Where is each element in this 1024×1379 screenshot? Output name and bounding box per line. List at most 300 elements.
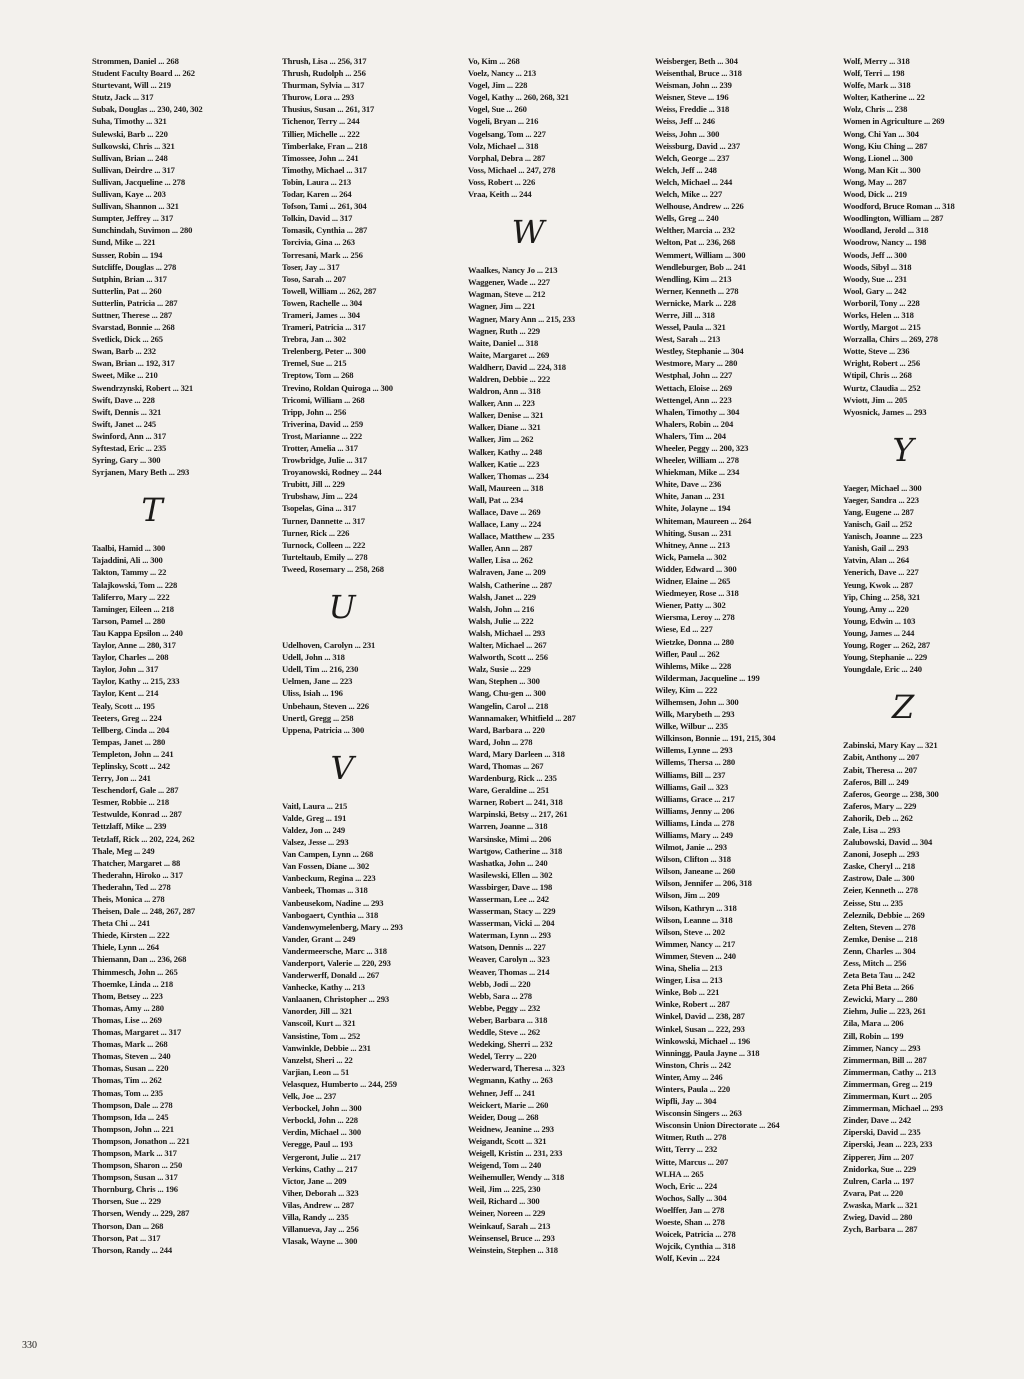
index-entry: Wasserman, Stacy ... 229: [468, 906, 556, 917]
index-entry: Webb, Jodi ... 220: [468, 978, 531, 989]
index-entry: Wolfe, Mark ... 318: [843, 80, 911, 91]
index-entry: Yenerich, Dave ... 227: [843, 567, 919, 578]
index-entry: Wolter, Katherine ... 22: [843, 92, 925, 103]
index-entry: Williams, Gail ... 323: [655, 781, 729, 792]
index-entry: Theis, Monica ... 278: [92, 894, 165, 904]
index-entry: Waldron, Ann ... 318: [468, 386, 541, 397]
index-entry: Sund, Mike ... 221: [92, 237, 156, 248]
index-entry: Zabit, Theresa ... 207: [843, 764, 917, 775]
index-entry: Wiese, Ed ... 227: [655, 624, 713, 635]
index-entry: Torcivia, Gina ... 263: [282, 237, 355, 248]
index-entry: Teeters, Greg ... 224: [92, 712, 162, 723]
index-entry: Waterman, Lynn ... 293: [468, 930, 551, 941]
index-column-1: [92, 55, 272, 1256]
index-entry: Wihlems, Mike ... 228: [655, 660, 732, 671]
index-entry: Syrjanen, Mary Beth ... 293: [92, 467, 190, 478]
index-entry: Wilderman, Jacqueline ... 199: [655, 672, 760, 683]
index-entry: Zeleznik, Debbie ... 269: [843, 909, 925, 920]
index-entry: Walsh, John ... 216: [468, 603, 535, 614]
index-entry: Wilson, Janeane ... 260: [655, 866, 736, 877]
index-entry: Trelenberg, Peter ... 300: [282, 346, 366, 357]
index-entry: Zwaska, Mark ... 321: [843, 1199, 918, 1210]
index-entry: Winke, Bob ... 221: [655, 987, 720, 998]
index-entry: Weinkauf, Sarah ... 213: [468, 1220, 551, 1231]
index-entry: Velasquez, Humberto ... 244, 259: [282, 1078, 397, 1089]
index-entry: Sullivan, Jacqueline ... 278: [92, 176, 185, 187]
index-entry: Verbockl, John ... 228: [282, 1115, 358, 1126]
index-entry: Uelmen, Jane ... 223: [282, 676, 353, 687]
index-entry: Wolf, Merry ... 318: [843, 56, 910, 66]
index-entry: Templeton, John ... 241: [92, 748, 174, 759]
index-entry: Woody, Sue ... 231: [843, 273, 907, 284]
index-entry: Whalen, Timothy ... 304: [655, 406, 740, 417]
index-entry: Weaver, Thomas ... 214: [468, 966, 550, 977]
index-entry: Waldherr, David ... 224, 318: [468, 361, 566, 372]
index-entry: Wasserman, Lee ... 242: [468, 894, 549, 904]
index-entry: Young, James ... 244: [843, 627, 915, 638]
index-entry: Winter, Amy ... 246: [655, 1071, 723, 1082]
index-entry: Westphal, John ... 227: [655, 370, 733, 381]
index-entry: Zill, Robin ... 199: [843, 1030, 904, 1041]
index-entry: Weinstein, Stephen ... 318: [468, 1244, 558, 1255]
index-entry: Wilson, Leanne ... 318: [655, 914, 733, 925]
index-entry: Zahorik, Deb ... 262: [843, 812, 913, 823]
index-entry: Tomasik, Cynthia ... 287: [282, 225, 368, 236]
index-entry: Weisner, Steve ... 196: [655, 92, 729, 103]
index-entry: Valsez, Jesse ... 293: [282, 837, 349, 848]
index-entry: Werre, Jill ... 318: [655, 309, 715, 320]
index-entry: Walker, Ann ... 223: [468, 398, 535, 409]
index-entry: Walsh, Michael ... 293: [468, 627, 546, 638]
index-entry: Vanderwerff, Donald ... 267: [282, 970, 380, 981]
index-entry: Waalkes, Nancy Jo ... 213: [468, 265, 558, 276]
index-entry: Thom, Betsey ... 223: [92, 990, 163, 1001]
index-entry: Thoemke, Linda ... 218: [92, 978, 173, 989]
index-entry: Ward, Mary Darleen ... 318: [468, 748, 565, 759]
index-entry: Wong, Man Kit ... 300: [843, 164, 921, 175]
index-entry: Walker, Jim ... 262: [468, 434, 534, 445]
index-entry: Weinsensel, Bruce ... 293: [468, 1232, 555, 1243]
section-letter: U: [328, 588, 356, 627]
index-entry: Wederward, Theresa ... 323: [468, 1063, 565, 1074]
index-entry: Vraa, Keith ... 244: [468, 189, 532, 200]
index-entry: Zych, Barbara ... 287: [843, 1224, 918, 1235]
index-entry: Thederahn, Hiroko ... 317: [92, 869, 183, 880]
index-entry: Thimmesch, John ... 265: [92, 966, 178, 977]
index-entry: Wurtz, Claudia ... 252: [843, 382, 921, 393]
index-entry: Wallace, Matthew ... 235: [468, 531, 555, 542]
index-entry: Victor, Jane ... 209: [282, 1175, 347, 1186]
index-entry: Weaver, Carolyn ... 323: [468, 954, 550, 965]
index-entry: Waite, Daniel ... 318: [468, 337, 539, 348]
index-entry: Yatvin, Alan ... 264: [843, 555, 910, 566]
index-entry: Treptow, Tom ... 268: [282, 370, 354, 381]
index-entry: Thompson, Dale ... 278: [92, 1099, 173, 1110]
index-entry: Tricomi, William ... 268: [282, 394, 365, 405]
index-entry: Taylor, Kent ... 214: [92, 688, 159, 699]
index-entry: Svetlick, Dick ... 265: [92, 334, 163, 345]
index-entry: Wheeler, Peggy ... 200, 323: [655, 443, 749, 453]
index-entry: Yaeger, Michael ... 300: [843, 482, 922, 493]
index-entry: Wochos, Sally ... 304: [655, 1192, 727, 1203]
index-entry: Trameri, Patricia ... 317: [282, 322, 366, 333]
index-entry: Taylor, Kathy ... 215, 233: [92, 676, 180, 687]
index-entry: Testwulde, Konrad ... 287: [92, 809, 182, 820]
index-entry: Thorson, Pat ... 317: [92, 1232, 161, 1243]
index-entry: Waller, Ann ... 287: [468, 543, 533, 554]
index-entry: Williams, Jenny ... 206: [655, 805, 735, 816]
index-entry: Woelffer, Jan ... 278: [655, 1204, 725, 1215]
index-entry: Wedel, Terry ... 220: [468, 1051, 537, 1062]
index-entry: Woods, Jeff ... 300: [843, 249, 907, 260]
index-entry: Timberlake, Fran ... 218: [282, 140, 368, 151]
index-entry: Tillier, Michelle ... 222: [282, 128, 360, 139]
section-letter: Z: [891, 688, 915, 727]
index-entry: Warsinske, Mimi ... 206: [468, 833, 552, 844]
index-entry: Wehner, Jeff ... 241: [468, 1087, 536, 1098]
index-entry: Tsopelas, Gina ... 317: [282, 503, 356, 514]
index-entry: Syftestad, Eric ... 235: [92, 443, 167, 453]
index-entry: Wong, May ... 287: [843, 176, 907, 187]
index-entry: Tremel, Sue ... 215: [282, 358, 347, 369]
index-entry: Swift, Dave ... 228: [92, 394, 155, 405]
index-entry: Weisberger, Beth ... 304: [655, 56, 738, 66]
index-entry: Winkel, Susan ... 222, 293: [655, 1023, 745, 1034]
index-entry: Turner, Rick ... 226: [282, 527, 350, 538]
index-entry: Swift, Janet ... 245: [92, 418, 157, 429]
index-entry: Women in Agriculture ... 269: [843, 116, 945, 127]
index-entry: Sweet, Mike ... 210: [92, 370, 158, 381]
index-entry: Wong, Lionel ... 300: [843, 152, 913, 163]
index-entry: Welther, Marcia ... 232: [655, 225, 735, 236]
index-entry: Thomas, Lise ... 269: [92, 1014, 162, 1025]
index-entry: Vlasak, Wayne ... 300: [282, 1236, 358, 1247]
index-entry: Winkowski, Michael ... 196: [655, 1035, 751, 1046]
index-entry: Thiele, Lynn ... 264: [92, 942, 159, 953]
index-entry: Taalbi, Hamid ... 300: [92, 543, 166, 554]
index-entry: Zimmerman, Greg ... 219: [843, 1078, 933, 1089]
index-entry: Wong, Kiu Ching ... 287: [843, 140, 928, 151]
index-entry: Walraven, Jane ... 209: [468, 567, 546, 578]
index-entry: Thrush, Lisa ... 256, 317: [282, 56, 367, 66]
index-entry: Thale, Meg ... 249: [92, 845, 155, 856]
index-entry: Welch, Michael ... 244: [655, 176, 733, 187]
index-entry: Vogel, Kathy ... 260, 268, 321: [468, 92, 569, 103]
index-entry: Thederahn, Ted ... 278: [92, 881, 171, 892]
index-entry: Wietzke, Donna ... 280: [655, 636, 734, 647]
index-entry: Wagner, Mary Ann ... 215, 233: [468, 313, 576, 324]
index-entry: Weigell, Kristin ... 231, 233: [468, 1147, 563, 1158]
index-entry: Willems, Thersa ... 280: [655, 757, 736, 768]
index-entry: Wernicke, Mark ... 228: [655, 297, 736, 308]
index-entry: Wilmot, Janie ... 293: [655, 842, 727, 853]
index-entry: Tettzlaff, Mike ... 239: [92, 821, 167, 832]
index-entry: WLHA ... 265: [655, 1168, 704, 1179]
index-entry: Wasilewski, Ellen ... 302: [468, 869, 553, 880]
index-entry: Whitney, Anne ... 213: [655, 539, 730, 550]
index-entry: Student Faculty Board ... 262: [92, 68, 195, 79]
section-letter: W: [511, 213, 545, 252]
index-entry: Swinford, Ann ... 317: [92, 430, 166, 441]
index-entry: Wettengel, Ann ... 223: [655, 394, 732, 405]
index-entry: Zeta Beta Tau ... 242: [843, 970, 916, 981]
index-entry: Witmer, Ruth ... 278: [655, 1132, 727, 1143]
index-entry: Weigend, Tom ... 240: [468, 1160, 542, 1171]
index-entry: Verkins, Cathy ... 217: [282, 1163, 358, 1174]
index-entry: Wong, Chi Yan ... 304: [843, 128, 919, 139]
index-entry: Turteltaub, Emily ... 278: [282, 551, 368, 562]
index-entry: Yaeger, Sandra ... 223: [843, 494, 919, 505]
index-entry: Wallace, Dave ... 269: [468, 507, 541, 517]
index-entry: Wolf, Terri ... 198: [843, 68, 905, 79]
index-entry: Tesmer, Robbie ... 218: [92, 797, 169, 808]
index-entry: Wessel, Paula ... 321: [655, 322, 726, 333]
index-entry: Wan, Stephen ... 300: [468, 676, 540, 687]
index-entry: Vandenwymelenberg, Mary ... 293: [282, 921, 403, 932]
index-entry: Weiss, John ... 300: [655, 128, 720, 139]
index-entry: Volz, Michael ... 318: [468, 140, 539, 151]
index-entry: Vogelsang, Tom ... 227: [468, 128, 546, 139]
index-entry: Whiteman, Maureen ... 264: [655, 515, 752, 526]
index-entry: Weiner, Noreen ... 229: [468, 1208, 546, 1219]
index-entry: Sullivan, Shannon ... 321: [92, 201, 179, 212]
index-entry: Williams, Bill ... 237: [655, 769, 726, 780]
index-entry: Vander, Grant ... 249: [282, 933, 356, 944]
index-entry: Vilas, Andrew ... 287: [282, 1199, 355, 1210]
index-entry: Washatka, John ... 240: [468, 857, 548, 868]
index-entry: Thorsen, Sue ... 229: [92, 1196, 161, 1207]
index-entry: Weber, Barbara ... 318: [468, 1014, 548, 1025]
index-entry: Weil, Jim ... 225, 230: [468, 1184, 541, 1195]
index-column-5: [843, 55, 1023, 1235]
index-entry: Wangelin, Carol ... 218: [468, 700, 549, 711]
index-entry: Timossee, John ... 241: [282, 152, 359, 163]
index-entry: Winkel, David ... 238, 287: [655, 1011, 745, 1022]
index-entry: Trameri, James ... 304: [282, 309, 360, 320]
index-entry: Welton, Pat ... 236, 268: [655, 237, 736, 248]
index-entry: Vaitl, Laura ... 215: [282, 800, 348, 811]
index-entry: Westley, Stephanie ... 304: [655, 346, 744, 357]
page-number: 330: [22, 1340, 37, 1351]
index-entry: Yanisch, Gail ... 252: [843, 519, 913, 530]
index-entry: Wallace, Lany ... 224: [468, 519, 542, 530]
index-entry: Tau Kappa Epsilon ... 240: [92, 627, 183, 638]
index-entry: Zewicki, Mary ... 280: [843, 994, 918, 1005]
index-entry: Tichenor, Terry ... 244: [282, 116, 360, 127]
index-entry: Zeta Phi Beta ... 266: [843, 982, 914, 993]
index-entry: Wick, Pamela ... 302: [655, 551, 727, 562]
index-entry: Wifler, Paul ... 262: [655, 648, 720, 659]
index-entry: Taylor, Charles ... 208: [92, 652, 169, 663]
index-entry: Wassbirger, Dave ... 198: [468, 881, 553, 892]
index-entry: Unertl, Gregg ... 258: [282, 712, 354, 723]
index-entry: Walsh, Julie ... 222: [468, 615, 534, 626]
index-entry: Warner, Robert ... 241, 318: [468, 797, 563, 808]
index-entry: Valde, Greg ... 191: [282, 812, 347, 823]
index-entry: Zimmer, Nancy ... 293: [843, 1042, 921, 1053]
index-entry: Wisconsin Union Directorate ... 264: [655, 1120, 780, 1131]
index-entry: Teschendorf, Gale ... 287: [92, 785, 179, 796]
index-entry: Waldren, Debbie ... 222: [468, 373, 551, 384]
index-entry: Zanoni, Joseph ... 293: [843, 849, 920, 860]
index-entry: Thompson, Jonathon ... 221: [92, 1135, 190, 1146]
index-entry: Wviott, Jim ... 205: [843, 394, 908, 405]
index-entry: Widder, Edward ... 300: [655, 563, 737, 574]
index-entry: Zimmerman, Cathy ... 213: [843, 1066, 937, 1077]
index-entry: Van Fossen, Diane ... 302: [282, 861, 370, 872]
index-entry: Weisenthal, Bruce ... 318: [655, 68, 742, 79]
index-entry: Wheeler, William ... 278: [655, 455, 739, 466]
index-entry: Turner, Dannette ... 317: [282, 515, 365, 526]
index-entry: Wool, Gary ... 242: [843, 285, 907, 296]
index-entry: Van Campen, Lynn ... 268: [282, 849, 374, 860]
index-entry: Zila, Mara ... 206: [843, 1018, 904, 1029]
index-entry: Walker, Thomas ... 234: [468, 470, 549, 481]
index-entry: Welch, George ... 237: [655, 152, 730, 163]
index-entry: Znidorka, Sue ... 229: [843, 1163, 917, 1174]
index-entry: Vanorder, Jill ... 321: [282, 1006, 353, 1017]
index-entry: Wilson, Steve ... 202: [655, 926, 725, 937]
index-entry: Sturtevant, Will ... 219: [92, 80, 171, 91]
index-entry: Velk, Joe ... 237: [282, 1091, 337, 1102]
index-entry: Weiss, Jeff ... 246: [655, 116, 715, 127]
index-entry: Walsh, Catherine ... 287: [468, 579, 553, 590]
index-entry: Williams, Mary ... 249: [655, 830, 733, 840]
index-entry: West, Sarah ... 213: [655, 334, 721, 345]
index-entry: Vanscoil, Kurt ... 321: [282, 1018, 356, 1029]
index-entry: Vanlaanen, Christopher ... 293: [282, 994, 390, 1005]
index-entry: Sullivan, Deirdre ... 317: [92, 164, 175, 175]
index-entry: Waite, Margaret ... 269: [468, 349, 550, 360]
index-entry: Vanbeek, Thomas ... 318: [282, 885, 368, 896]
index-entry: Theta Chi ... 241: [92, 918, 151, 929]
index-entry: Thusius, Susan ... 261, 317: [282, 104, 375, 115]
index-entry: Weigandt, Scott ... 321: [468, 1135, 547, 1146]
index-entry: Zvara, Pat ... 220: [843, 1187, 904, 1198]
index-entry: Walker, Denise ... 321: [468, 410, 544, 421]
index-entry: Taminger, Eileen ... 218: [92, 603, 174, 614]
index-entry: Thomas, Susan ... 220: [92, 1063, 169, 1074]
index-entry: Waller, Lisa ... 262: [468, 555, 533, 566]
index-entry: Worzalla, Chirs ... 269, 278: [843, 334, 938, 345]
index-entry: Udell, John ... 318: [282, 652, 345, 663]
index-entry: Wegmann, Kathy ... 263: [468, 1075, 553, 1086]
index-entry: Sulkowski, Chris ... 321: [92, 140, 175, 151]
index-entry: Woodford, Bruce Roman ... 318: [843, 201, 955, 212]
index-entry: Sutphin, Brian ... 317: [92, 273, 167, 284]
index-entry: Thatcher, Margaret ... 88: [92, 857, 181, 868]
index-entry: Troyanowski, Rodney ... 244: [282, 467, 382, 478]
index-entry: Vanbeusekom, Nadine ... 293: [282, 897, 384, 908]
index-entry: Thorson, Dan ... 268: [92, 1220, 164, 1231]
index-entry: Zemke, Denise ... 218: [843, 933, 918, 944]
index-entry: Zess, Mitch ... 256: [843, 958, 907, 968]
index-entry: Wall, Maureen ... 318: [468, 482, 544, 493]
index-entry: Whiting, Susan ... 231: [655, 527, 732, 538]
index-entry: Swendrzynski, Robert ... 321: [92, 382, 194, 393]
index-entry: Udelhoven, Carolyn ... 231: [282, 640, 376, 651]
index-entry: Whiekman, Mike ... 234: [655, 467, 740, 478]
index-entry: Trubshaw, Jim ... 224: [282, 491, 358, 502]
index-entry: Wagner, Jim ... 221: [468, 301, 536, 312]
index-entry: Takton, Tammy ... 22: [92, 567, 167, 578]
index-entry: Thorson, Randy ... 244: [92, 1244, 173, 1255]
index-entry: Yeung, Kwok ... 287: [843, 579, 913, 590]
index-entry: Ziehm, Julie ... 223, 261: [843, 1006, 926, 1017]
index-entry: Witt, Terry ... 232: [655, 1144, 718, 1155]
index-entry: Woods, Sibyl ... 318: [843, 261, 912, 272]
index-entry: Zulren, Carla ... 197: [843, 1175, 914, 1186]
section-letter: Y: [892, 430, 914, 469]
index-entry: Vanderport, Valerie ... 220, 293: [282, 958, 391, 968]
index-entry: Works, Helen ... 318: [843, 309, 914, 320]
index-entry: Verbockel, John ... 300: [282, 1103, 362, 1114]
index-column-2: [282, 55, 462, 1247]
index-entry: Vo, Kim ... 268: [468, 56, 520, 66]
index-entry: Uliss, Isiah ... 196: [282, 688, 343, 699]
index-entry: Verdin, Michael ... 300: [282, 1127, 362, 1138]
index-entry: Turnock, Colleen ... 222: [282, 539, 366, 550]
index-entry: Unbehaun, Steven ... 226: [282, 700, 369, 711]
index-entry: Voss, Robert ... 226: [468, 176, 536, 187]
index-entry: Terry, Jon ... 241: [92, 773, 151, 784]
index-entry: Wolf, Kevin ... 224: [655, 1253, 720, 1264]
index-entry: Wiener, Patty ... 302: [655, 600, 726, 611]
index-entry: Thompson, Sharon ... 250: [92, 1160, 183, 1171]
index-entry: Thompson, Mark ... 317: [92, 1147, 177, 1158]
index-entry: Thomas, Mark ... 268: [92, 1039, 168, 1050]
index-entry: Welch, Mike ... 227: [655, 189, 723, 200]
index-entry: Woodland, Jerold ... 318: [843, 225, 929, 236]
index-entry: Wilke, Wilbur ... 235: [655, 721, 728, 732]
index-entry: Viher, Deborah ... 323: [282, 1187, 359, 1198]
index-entry: Suttner, Therese ... 287: [92, 309, 173, 320]
index-entry: Wilson, Jennifer ... 206, 318: [655, 878, 752, 889]
index-entry: Trost, Marianne ... 222: [282, 430, 363, 441]
index-entry: Youngdale, Eric ... 240: [843, 664, 922, 675]
index-entry: Wall, Pat ... 234: [468, 494, 523, 505]
index-entry: Sunchindah, Suvimon ... 280: [92, 225, 193, 236]
index-entry: Thiemann, Dan ... 236, 268: [92, 954, 187, 965]
index-entry: Trebra, Jan ... 302: [282, 334, 346, 345]
index-entry: Wisconsin Singers ... 263: [655, 1108, 742, 1119]
index-entry: Suha, Timothy ... 321: [92, 116, 167, 127]
index-entry: Witte, Marcus ... 207: [655, 1156, 729, 1167]
index-entry: Triverina, David ... 259: [282, 418, 363, 429]
index-entry: Walz, Susie ... 229: [468, 664, 531, 675]
index-entry: Taylor, John ... 317: [92, 664, 159, 675]
index-entry: Wendleburger, Bob ... 241: [655, 261, 747, 272]
index-entry: Thiede, Kirsten ... 222: [92, 930, 170, 941]
index-entry: Zaferos, Mary ... 229: [843, 800, 917, 811]
index-entry: Weidnew, Jeanine ... 293: [468, 1123, 554, 1134]
index-entry: Zenn, Charles ... 304: [843, 945, 916, 956]
index-entry: Wimmer, Nancy ... 217: [655, 938, 736, 949]
index-column-3: [468, 55, 648, 1256]
index-entry: Vanbeckum, Regina ... 223: [282, 873, 376, 884]
index-entry: Thorsen, Wendy ... 229, 287: [92, 1208, 190, 1219]
index-entry: Zabit, Anthony ... 207: [843, 752, 920, 763]
index-entry: Vansistine, Tom ... 252: [282, 1030, 361, 1041]
index-entry: Walker, Katie ... 223: [468, 458, 540, 469]
index-entry: Woodrow, Nancy ... 198: [843, 237, 927, 248]
index-entry: Trubitt, Jill ... 229: [282, 479, 345, 490]
index-entry: Weissburg, David ... 237: [655, 140, 740, 151]
index-entry: Thomas, Amy ... 280: [92, 1002, 164, 1013]
index-entry: Sutcliffe, Douglas ... 278: [92, 261, 177, 272]
index-entry: Tripp, John ... 256: [282, 406, 347, 417]
index-entry: Voelz, Nancy ... 213: [468, 68, 537, 79]
